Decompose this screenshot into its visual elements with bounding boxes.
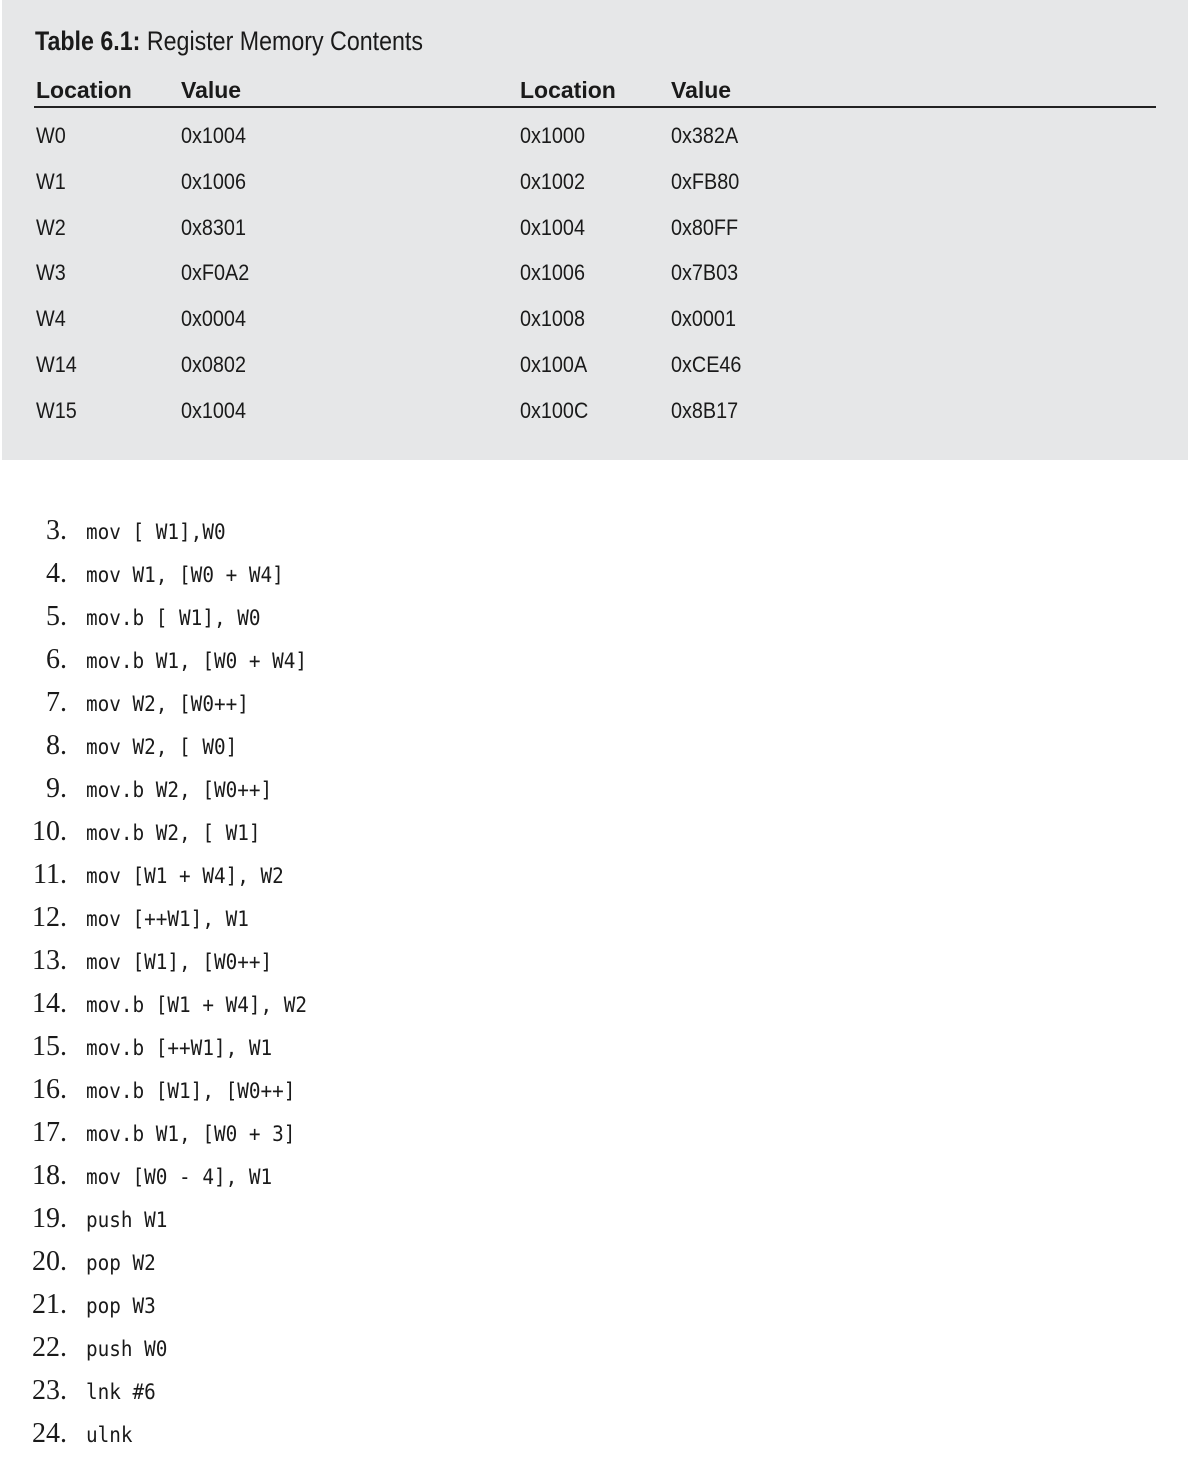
assembly-instruction: lnk #6 (86, 1380, 156, 1404)
register-value-cell: 0x1004 (181, 397, 246, 423)
list-item (0, 769, 600, 812)
list-item (0, 1414, 600, 1457)
assembly-instruction: mov.b W2, [W0++] (86, 778, 273, 802)
memory-address-cell: 0x1004 (520, 214, 585, 240)
list-item (0, 812, 600, 855)
memory-address-cell: 0x1006 (520, 260, 585, 286)
list-item-number: 24. (32, 1418, 67, 1449)
list-item-number: 21. (32, 1289, 67, 1320)
memory-value-cell: 0x382A (671, 123, 739, 148)
list-item-number: 9. (46, 773, 67, 804)
memory-address-cell: 0x100C (520, 397, 589, 423)
assembly-instruction: mov [ W1],W0 (86, 520, 226, 544)
list-item (0, 1371, 600, 1414)
register-location-cell: W14 (36, 352, 77, 377)
assembly-instruction: ulnk (86, 1423, 133, 1447)
header-value-1: Value (181, 77, 242, 103)
register-location-cell: W15 (36, 397, 77, 423)
list-item (0, 511, 600, 554)
assembly-instruction: mov.b [ W1], W0 (86, 606, 261, 630)
register-value-cell: 0x1004 (181, 123, 246, 148)
list-item-number: 12. (32, 902, 67, 933)
list-item (0, 554, 600, 597)
list-item (0, 984, 600, 1027)
header-location-2: Location (520, 77, 616, 103)
list-item (0, 597, 600, 640)
register-location-cell: W0 (36, 123, 66, 148)
header-location-1: Location (36, 77, 132, 103)
assembly-instruction: mov.b W1, [W0 + 3] (86, 1122, 296, 1146)
register-value-cell: 0x0802 (181, 352, 246, 377)
list-item-number: 3. (46, 515, 67, 546)
assembly-instruction: mov.b [W1 + W4], W2 (86, 993, 308, 1017)
list-item-number: 15. (32, 1031, 67, 1062)
list-item-number: 22. (32, 1332, 67, 1363)
assembly-instruction: mov [W1 + W4], W2 (86, 864, 284, 888)
assembly-instruction: mov [W0 - 4], W1 (86, 1165, 273, 1189)
list-item (0, 1027, 600, 1070)
memory-value-cell: 0xFB80 (671, 168, 740, 194)
memory-value-cell: 0x8B17 (671, 397, 739, 423)
list-item (0, 1328, 600, 1371)
list-item (0, 941, 600, 984)
list-item-number: 18. (32, 1160, 67, 1191)
register-location-cell: W3 (36, 260, 66, 286)
list-item-number: 4. (46, 558, 67, 589)
list-item-number: 20. (32, 1246, 67, 1277)
register-location-cell: W1 (36, 168, 66, 194)
list-item (0, 898, 600, 941)
table-title-number: Table 6.1: (35, 26, 141, 56)
assembly-instruction: push W1 (86, 1208, 168, 1232)
list-item (0, 640, 600, 683)
assembly-instruction: mov W1, [W0 + W4] (86, 563, 284, 587)
assembly-instruction: push W0 (86, 1337, 168, 1361)
register-memory-table (2, 0, 1188, 460)
register-value-cell: 0x8301 (181, 214, 246, 240)
list-item-number: 7. (46, 687, 67, 718)
list-item-number: 6. (46, 644, 67, 675)
assembly-instruction: mov.b W1, [W0 + W4] (86, 649, 308, 673)
list-item (0, 1156, 600, 1199)
memory-value-cell: 0xCE46 (671, 352, 742, 377)
list-item-number: 17. (32, 1117, 67, 1148)
memory-value-cell: 0x80FF (671, 214, 739, 240)
memory-value-cell: 0x0001 (671, 306, 736, 332)
list-item-number: 14. (32, 988, 67, 1019)
list-item-number: 11. (33, 859, 67, 890)
list-item-number: 19. (32, 1203, 67, 1234)
register-location-cell: W4 (36, 306, 66, 332)
list-item (0, 1242, 600, 1285)
register-location-cell: W2 (36, 214, 66, 240)
register-value-cell: 0x0004 (181, 306, 246, 332)
list-item (0, 1199, 600, 1242)
list-item-number: 5. (46, 601, 67, 632)
list-item (0, 683, 600, 726)
list-item (0, 726, 600, 769)
table-title-text: Register Memory Contents (140, 26, 424, 56)
list-item-number: 10. (32, 816, 67, 847)
register-value-cell: 0x1006 (181, 168, 246, 194)
assembly-instruction: mov W2, [ W0] (86, 735, 238, 759)
assembly-instruction: mov.b [++W1], W1 (86, 1036, 273, 1060)
list-item-number: 13. (32, 945, 67, 976)
assembly-instruction: pop W3 (86, 1294, 156, 1318)
list-item (0, 855, 600, 898)
memory-address-cell: 0x100A (520, 352, 588, 377)
table-title (35, 24, 423, 58)
list-item-number: 16. (32, 1074, 67, 1105)
memory-address-cell: 0x1002 (520, 168, 585, 194)
list-item (0, 1285, 600, 1328)
list-item (0, 1113, 600, 1156)
header-rule (34, 106, 1156, 108)
assembly-instruction: pop W2 (86, 1251, 156, 1275)
memory-address-cell: 0x1008 (520, 306, 585, 332)
assembly-instruction: mov.b [W1], [W0++] (86, 1079, 296, 1103)
list-item-number: 8. (46, 730, 67, 761)
assembly-instruction: mov [W1], [W0++] (86, 950, 273, 974)
register-value-cell: 0xF0A2 (181, 260, 250, 286)
assembly-instruction: mov W2, [W0++] (86, 692, 249, 716)
memory-value-cell: 0x7B03 (671, 260, 739, 286)
instruction-list (0, 511, 600, 1457)
memory-address-cell: 0x1000 (520, 123, 585, 148)
assembly-instruction: mov [++W1], W1 (86, 907, 249, 931)
header-value-2: Value (671, 77, 732, 103)
list-item-number: 23. (32, 1375, 67, 1406)
assembly-instruction: mov.b W2, [ W1] (86, 821, 261, 845)
list-item (0, 1070, 600, 1113)
